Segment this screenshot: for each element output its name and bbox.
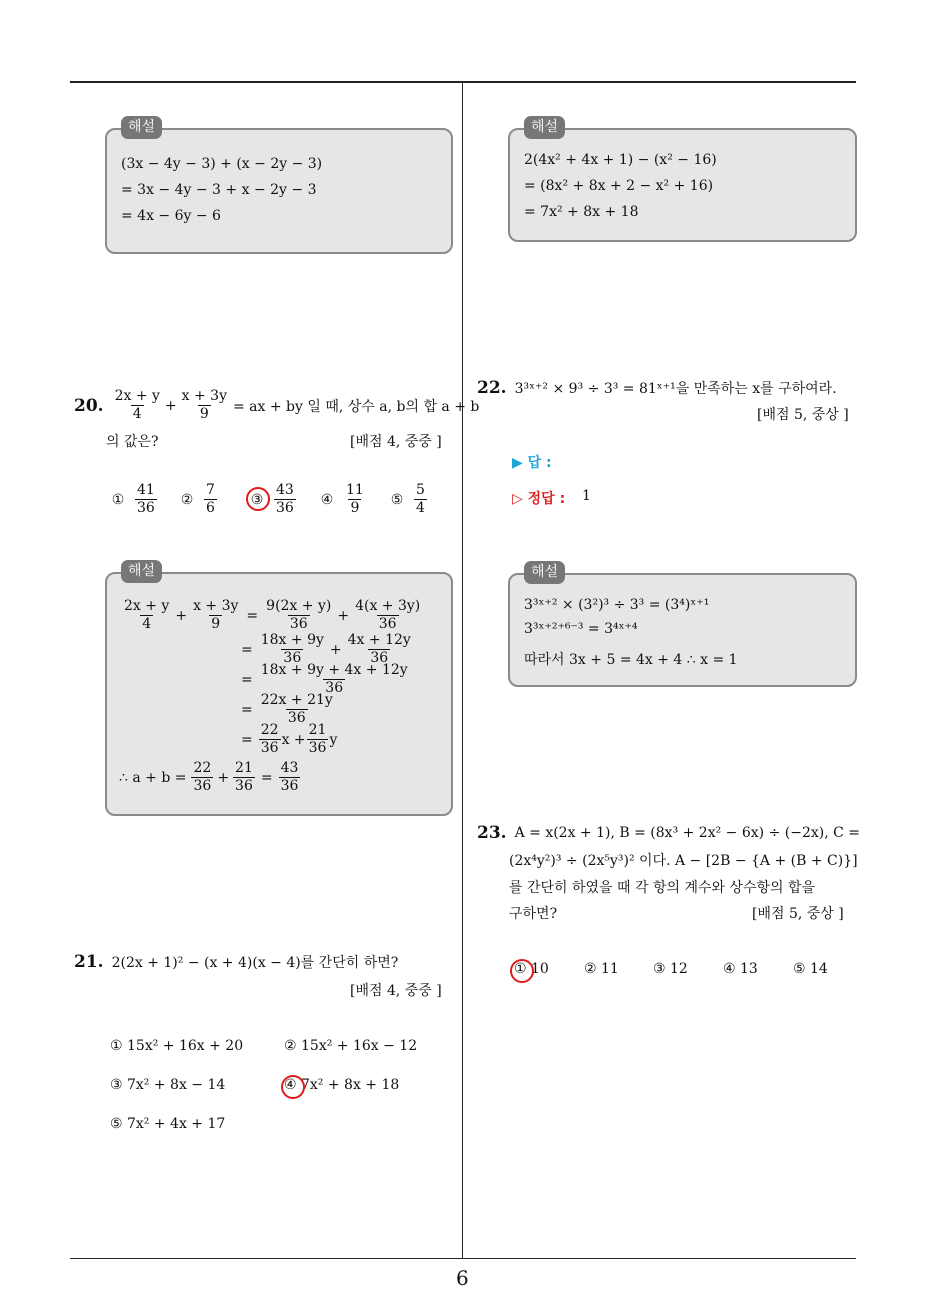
solution-line: 따라서 3x + 5 = 4x + 4 ∴ x = 1: [524, 652, 738, 668]
question-meta: [배점 4, 중중 ]: [350, 434, 442, 450]
choice-5[interactable]: ⑤ 14: [793, 961, 828, 977]
solution-line: = 7x² + 8x + 18: [524, 204, 639, 220]
solution-line: (3x − 4y − 3) + (x − 2y − 3): [121, 156, 323, 172]
solution-line: = 3x − 4y − 3 + x − 2y − 3: [121, 182, 317, 198]
question-20: 20. $\frac{2x + y}{4}$ + $\frac{x + 3y}{9}$ = ax + by 일 때, 상수 a, b의 합 a + b: [74, 388, 480, 422]
solution-line: = 4x − 6y − 6: [121, 208, 221, 224]
question-number: 20.: [74, 395, 104, 416]
question-text: = ax + by 일 때, 상수 a, b의 합 a + b: [233, 398, 480, 415]
question-text: 3³ˣ⁺² × 9³ ÷ 3³ = 81ˣ⁺¹을 만족하는 x를 구하여라.: [514, 381, 837, 397]
choice-5[interactable]: ⑤ $\frac{5}{4}$: [390, 482, 425, 516]
question-text: (2x⁴y²)³ ÷ (2x⁵y³)² 이다. A − [2B − {A + (B + C)}]: [509, 853, 858, 869]
bottom-rule: [70, 1258, 856, 1259]
solution-row: ∴ a + b = $\frac{22}{36}$ + $\frac{21}{36}$ = $\frac{43}{36}$: [119, 760, 299, 794]
question-meta: [배점 5, 중상 ]: [757, 407, 849, 423]
choice-3[interactable]: ③ $\frac{43}{36}$: [250, 482, 294, 516]
top-rule: [70, 81, 856, 83]
solution-line: 3³ˣ⁺²⁺⁶⁻³ = 3⁴ˣ⁺⁴: [524, 621, 638, 637]
correct-answer-value: 1: [582, 488, 591, 504]
question-text: 구하면?: [509, 906, 558, 922]
answer-circle-mark: [510, 959, 534, 983]
column-divider: [462, 83, 463, 1259]
question-22: [477, 378, 837, 398]
solution-box-19: [105, 119, 453, 254]
solution-row: = $\frac{22x + 21y}{36}$: [241, 692, 333, 726]
question-number: 23.: [477, 823, 507, 843]
page-number: 6: [456, 1266, 469, 1290]
solution-line: 2(4x² + 4x + 1) − (x² − 16): [524, 152, 717, 168]
answer-circle-mark: [246, 487, 270, 511]
solution-tag: 해설: [121, 560, 162, 583]
solution-row: = $\frac{18x + 9y + 4x + 12y}{36}$: [241, 662, 408, 696]
answer-circle-mark: [281, 1075, 305, 1099]
question-text: 2(2x + 1)² − (x + 4)(x − 4)를 간단히 하면?: [111, 955, 399, 971]
solution-box-21: [508, 119, 857, 242]
choice-2[interactable]: ② 11: [584, 961, 619, 977]
choice-5[interactable]: ⑤ 7x² + 4x + 17: [110, 1116, 226, 1132]
solution-row: $\frac{2x + y}{4}$ + $\frac{x + 3y}{9}$ = $\frac{9(2x + y)}{36}$ + $\frac{4(x + 3y)}{36}$: [124, 598, 421, 632]
question-23: [477, 823, 860, 843]
fraction: $\frac{x + 3y}{9}$: [181, 388, 227, 422]
solution-tag: 해설: [121, 116, 162, 139]
choice-4[interactable]: ④ $\frac{11}{9}$: [320, 482, 364, 516]
solution-line: 3³ˣ⁺² × (3²)³ ÷ 3³ = (3⁴)ˣ⁺¹: [524, 597, 710, 613]
question-text: 의 값은?: [106, 434, 159, 450]
choice-4[interactable]: ④ 7x² + 8x + 18: [284, 1077, 400, 1093]
solution-tag: 해설: [524, 116, 565, 139]
question-text: A = x(2x + 1), B = (8x³ + 2x² − 6x) ÷ (−2x), C =: [514, 825, 860, 841]
choice-3[interactable]: ③ 12: [653, 961, 688, 977]
solution-box-22: [508, 564, 857, 687]
choice-1[interactable]: ① $\frac{41}{36}$: [111, 482, 155, 516]
question-meta: [배점 4, 중중 ]: [350, 983, 442, 999]
choice-1[interactable]: ① 10: [514, 961, 549, 977]
question-number: 22.: [477, 378, 507, 398]
choice-4[interactable]: ④ 13: [723, 961, 758, 977]
choice-2[interactable]: ② $\frac{7}{6}$: [180, 482, 215, 516]
solution-row: = $\frac{22}{36}$ x + $\frac{21}{36}$ y: [241, 722, 338, 756]
solution-line: = (8x² + 8x + 2 − x² + 16): [524, 178, 714, 194]
choice-2[interactable]: ② 15x² + 16x − 12: [284, 1038, 418, 1054]
choice-3[interactable]: ③ 7x² + 8x − 14: [110, 1077, 226, 1093]
solution-tag: 해설: [524, 561, 565, 584]
fraction: $\frac{2x + y}{4}$: [114, 388, 160, 422]
solution-row: = $\frac{18x + 9y}{36}$ + $\frac{4x + 12y}{36}$: [241, 632, 411, 666]
solution-box-20: [105, 563, 453, 816]
question-21: [74, 952, 398, 972]
question-text: 를 간단히 하였을 때 각 항의 계수와 상수항의 합을: [509, 880, 816, 896]
question-meta: [배점 5, 중상 ]: [752, 906, 844, 922]
choice-1[interactable]: ① 15x² + 16x + 20: [110, 1038, 244, 1054]
answer-label: ▶ 답 :: [512, 455, 552, 471]
question-number: 21.: [74, 952, 104, 972]
correct-answer-label: ▷ 정답 :: [512, 491, 566, 507]
